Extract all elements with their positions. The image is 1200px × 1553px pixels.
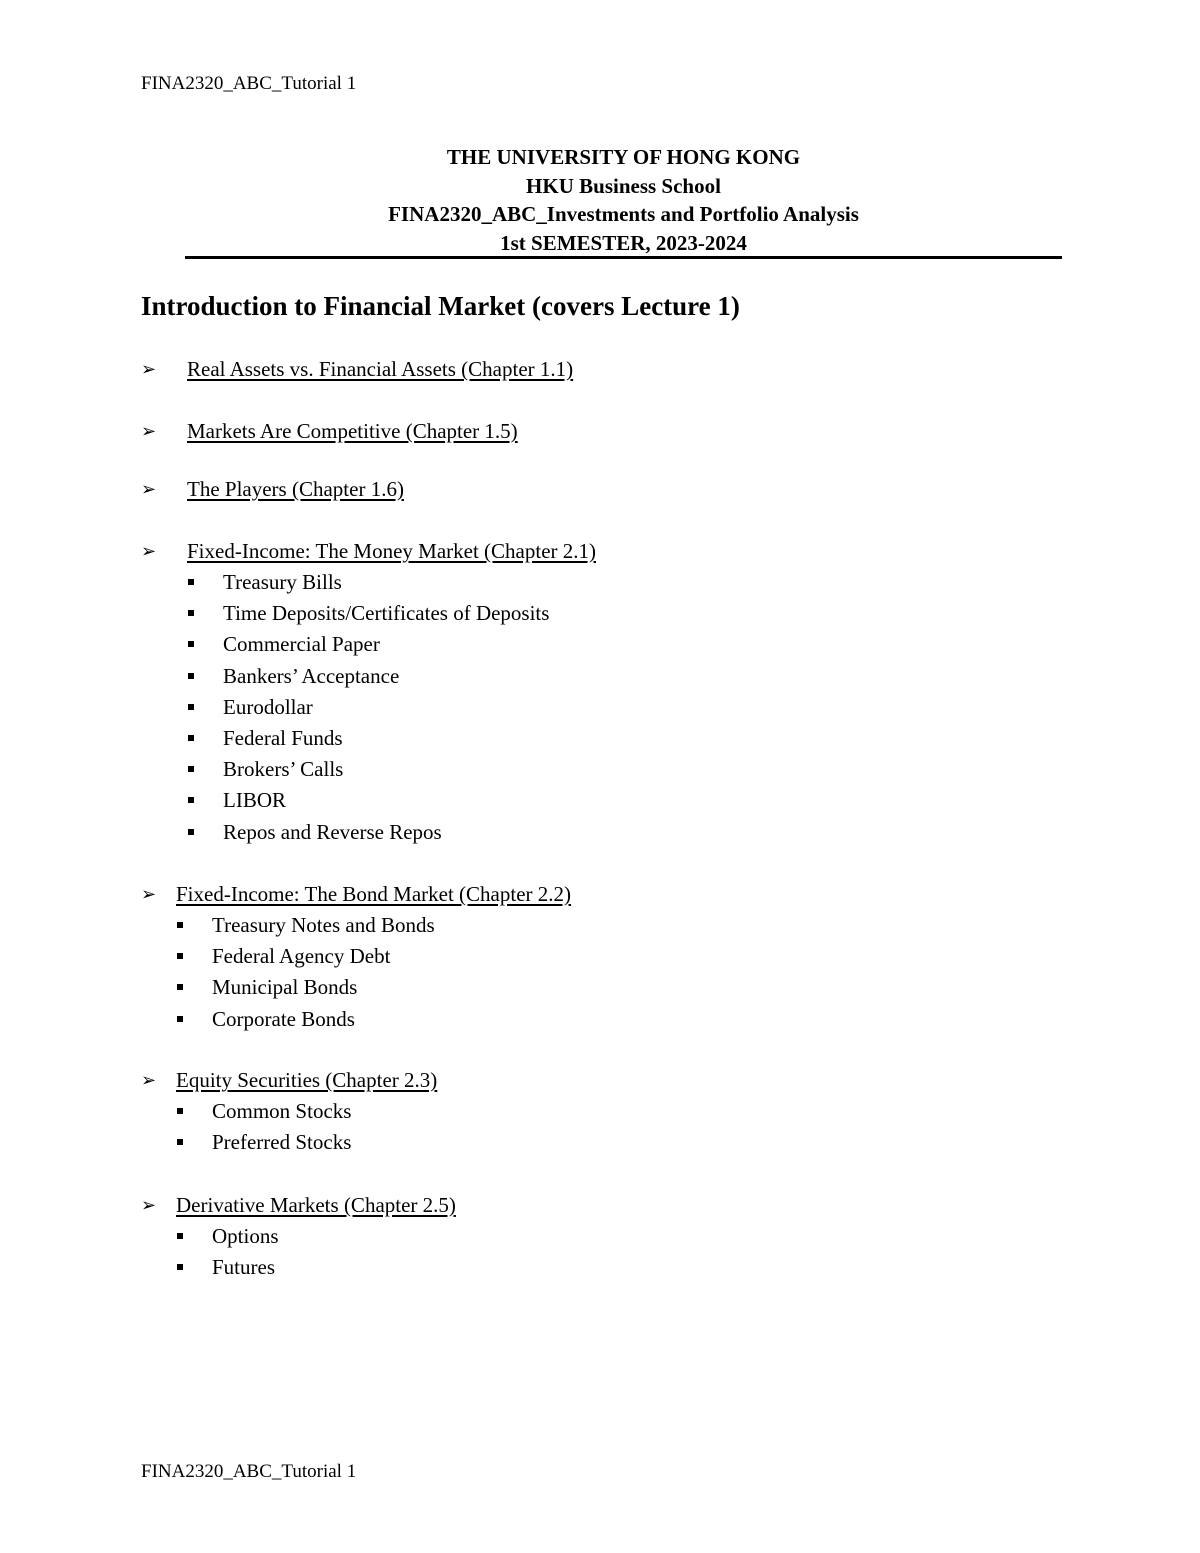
university-name: THE UNIVERSITY OF HONG KONG — [446, 145, 801, 169]
section-title: Derivative Markets (Chapter 2.5) — [176, 1193, 456, 1217]
square-bullet-icon — [177, 1264, 183, 1270]
arrow-bullet-icon: ➢ — [141, 884, 157, 905]
page-title: Introduction to Financial Market (covers Lecture 1) — [141, 291, 740, 321]
semester: 1st SEMESTER, 2023-2024 — [500, 230, 747, 255]
subtopic-label: Treasury Notes and Bonds — [212, 913, 435, 937]
subtopic-label: Federal Agency Debt — [212, 944, 391, 969]
square-bullet-icon — [177, 1233, 183, 1239]
subtopic-label: Time Deposits/Certificates of Deposits — [223, 601, 550, 626]
square-bullet-icon — [188, 641, 194, 647]
square-bullet-icon — [188, 766, 194, 772]
arrow-bullet-icon: ➢ — [141, 1195, 157, 1216]
subtopic-label: Preferred Stocks — [212, 1130, 352, 1155]
square-bullet-icon — [188, 829, 194, 835]
square-bullet-icon — [188, 735, 194, 741]
subtopic-label: Futures — [212, 1255, 275, 1280]
section-title: Real Assets vs. Financial Assets (Chapter 1.1) — [187, 357, 574, 381]
page-header: FINA2320_ABC_Tutorial 1 — [141, 73, 357, 94]
arrow-bullet-icon: ➢ — [141, 541, 157, 562]
square-bullet-icon — [177, 984, 183, 990]
subtopic-label: Common Stocks — [212, 1099, 352, 1123]
section-title: Equity Securities (Chapter 2.3) — [176, 1068, 438, 1092]
section-title: Markets Are Competitive (Chapter 1.5) — [187, 419, 518, 443]
subtopic-label: Brokers’ Calls — [223, 757, 344, 782]
section-title: Fixed-Income: The Money Market (Chapter 2.1) — [187, 539, 596, 563]
page-footer: FINA2320_ABC_Tutorial 1 — [141, 1461, 357, 1482]
subtopic-label: Municipal Bonds — [212, 975, 358, 1000]
title-block — [185, 143, 1062, 257]
square-bullet-icon — [188, 579, 194, 585]
square-bullet-icon — [177, 1139, 183, 1145]
square-bullet-icon — [188, 673, 194, 679]
square-bullet-icon — [188, 797, 194, 803]
subtopic-label: Corporate Bonds — [212, 1006, 355, 1031]
arrow-bullet-icon: ➢ — [141, 421, 157, 442]
subtopic-label: Treasury Bills — [223, 570, 342, 594]
section-title: Fixed-Income: The Bond Market (Chapter 2.2) — [176, 882, 572, 906]
subtopic-label: Options — [212, 1224, 279, 1248]
square-bullet-icon — [188, 704, 194, 710]
square-bullet-icon — [177, 922, 183, 928]
subtopic-label: Eurodollar — [223, 694, 313, 719]
square-bullet-icon — [188, 610, 194, 616]
square-bullet-icon — [177, 1108, 183, 1114]
arrow-bullet-icon: ➢ — [141, 479, 157, 500]
school-name: HKU Business School — [526, 173, 721, 198]
subtopic-label: Repos and Reverse Repos — [223, 819, 442, 844]
subtopic-label: Federal Funds — [223, 725, 343, 750]
square-bullet-icon — [177, 1016, 183, 1022]
subtopic-label: Commercial Paper — [223, 632, 380, 657]
arrow-bullet-icon: ➢ — [141, 359, 157, 380]
subtopic-label: LIBOR — [223, 788, 286, 813]
title-divider — [185, 256, 1062, 259]
square-bullet-icon — [177, 953, 183, 959]
section-title: The Players (Chapter 1.6) — [187, 477, 404, 501]
course-name: FINA2320_ABC_Investments and Portfolio Analysis — [388, 202, 859, 226]
arrow-bullet-icon: ➢ — [141, 1070, 157, 1091]
subtopic-label: Bankers’ Acceptance — [223, 663, 400, 688]
